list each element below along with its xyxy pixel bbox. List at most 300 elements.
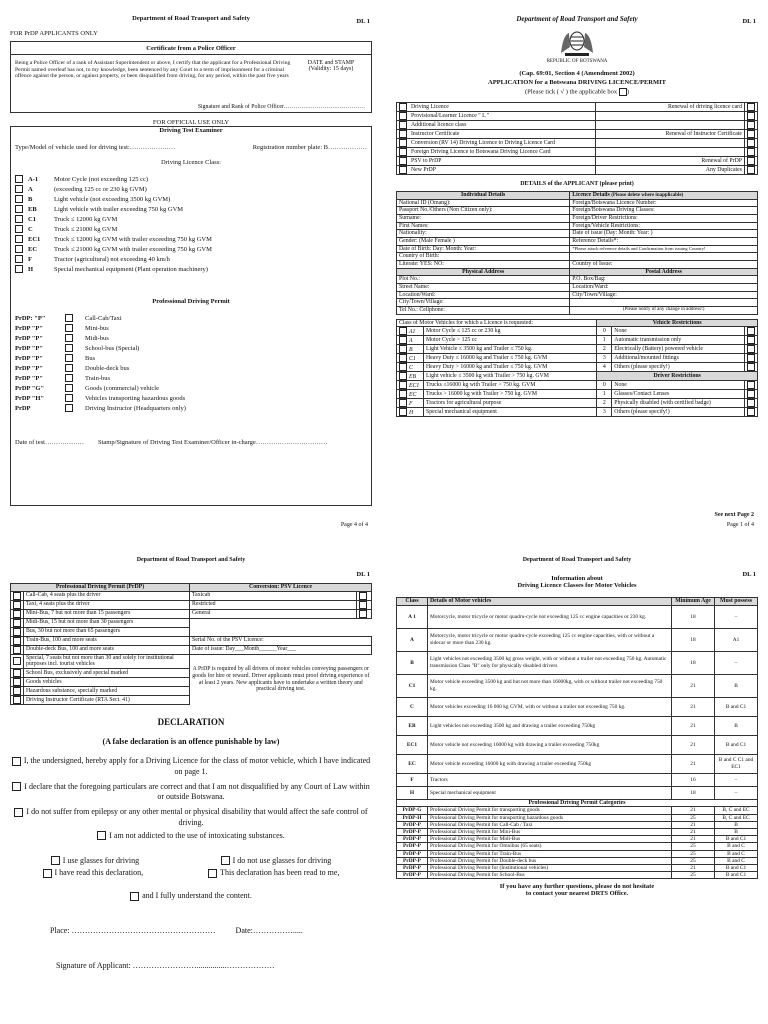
vehicle-class-code[interactable]: C1 xyxy=(397,354,424,363)
physical-address-field[interactable]: Street Name: xyxy=(397,283,570,291)
checkbox-icon[interactable] xyxy=(399,408,407,416)
checkbox-icon[interactable] xyxy=(747,157,755,165)
checkbox-icon[interactable] xyxy=(399,327,407,335)
pdp-requirement-note: A PrDP is required by all drivers of motor vehicles conveying passengers or goods for hire or reward. Driver applicants must proof driving experience of at least 2 years. New applicants have to undertake a written theory and practical driving test. xyxy=(192,666,370,693)
checkbox-icon[interactable] xyxy=(399,372,407,380)
checkbox-icon[interactable] xyxy=(747,148,755,156)
checkbox-icon[interactable] xyxy=(747,166,755,174)
checkbox-icon[interactable] xyxy=(65,314,73,322)
checkbox-icon[interactable] xyxy=(399,121,407,129)
checkbox-icon[interactable] xyxy=(65,394,73,402)
checkbox-icon[interactable] xyxy=(747,399,755,407)
pdp-option[interactable] xyxy=(15,383,367,393)
checkbox-icon[interactable] xyxy=(399,139,407,147)
pdp-option[interactable] xyxy=(15,363,367,373)
must-possess-cell: B xyxy=(715,828,758,835)
must-possess-cell: B and C1 xyxy=(715,735,758,754)
checkbox-icon[interactable] xyxy=(747,354,755,362)
vehicle-class-row xyxy=(397,354,758,363)
restriction-check[interactable] xyxy=(745,336,758,345)
date-of-test-field[interactable]: Date of test……………… xyxy=(15,439,84,446)
pdp-check[interactable] xyxy=(11,677,24,686)
checkbox-icon[interactable] xyxy=(13,646,21,654)
pdp-list xyxy=(15,313,367,413)
next-page-note: See next Page 2 xyxy=(714,512,754,518)
pdp-row xyxy=(11,627,372,636)
pdp-check[interactable] xyxy=(11,600,24,609)
details-cell: Professional Driving Permit for Double-deck bus xyxy=(428,857,672,864)
class-cell: A 1 xyxy=(397,605,428,628)
licence-class-option[interactable] xyxy=(15,234,367,244)
application-type-check[interactable] xyxy=(745,103,758,112)
pdp-check[interactable] xyxy=(11,636,24,645)
application-type-row xyxy=(397,130,758,139)
checkbox-icon[interactable] xyxy=(15,265,23,273)
application-type-label: Renewal of Instructor Certificate xyxy=(665,130,742,137)
vehicle-restriction-text: Automatic transmission only xyxy=(612,336,745,345)
checkbox-icon[interactable] xyxy=(13,628,21,636)
read-to-me-option[interactable]: This declaration has been read to me, xyxy=(208,868,339,879)
min-age-cell: 25 xyxy=(672,850,715,857)
examiner-heading: Driving Test Examiner xyxy=(159,127,223,134)
date-stamp-label: DATE and STAMP xyxy=(307,60,355,66)
checkbox-icon[interactable] xyxy=(747,390,755,398)
checkbox-icon[interactable] xyxy=(399,363,407,371)
application-type-label: Conversion (RV 14) Driving Licence to Driving Licence Card xyxy=(411,140,555,147)
driver-restriction-text: Others (please specify!) xyxy=(612,408,745,417)
class-cell: PrDP-G xyxy=(397,807,428,814)
checkbox-icon[interactable] xyxy=(747,112,755,120)
checkbox-icon[interactable] xyxy=(15,195,23,203)
individual-detail-field[interactable]: Passport No./Others (Non Citizen only): xyxy=(397,207,570,215)
application-type-check[interactable] xyxy=(745,112,758,121)
checkbox-icon[interactable] xyxy=(399,336,407,344)
postal-address-field[interactable] xyxy=(570,299,758,307)
details-cell: Motor vehicle exceeding 16000 kg with drawing a trailer exceeding 750kg xyxy=(428,754,672,773)
class-cell: EC xyxy=(397,754,428,773)
must-possess-cell: B and C1 xyxy=(715,872,758,879)
application-type-right[interactable] xyxy=(595,139,744,148)
physical-address-header: Physical Address xyxy=(397,268,570,276)
application-type-left[interactable] xyxy=(397,157,596,166)
details-cell: Professional Driving Permit for Mini-Bus xyxy=(428,828,672,835)
details-cell: Professional Driving Permit for Train-Bus xyxy=(428,850,672,857)
pdp-option[interactable] xyxy=(15,343,367,353)
checkbox-icon[interactable] xyxy=(13,610,21,618)
licence-detail-field[interactable]: Country of Issue: xyxy=(570,261,758,269)
conversion-check[interactable] xyxy=(357,609,372,618)
vehicle-class-code[interactable]: C xyxy=(397,363,424,372)
application-type-label: Renewal of PrDP xyxy=(701,157,742,164)
applicant-signature-field[interactable]: Signature of Applicant: ……………………...............……………… xyxy=(56,960,275,970)
pdp-check[interactable] xyxy=(11,668,24,677)
details-cell: Motorcycle, motor tricycle or motor quadru-cycle not exceeding 125 cc engine capacities or 230 kg. xyxy=(428,605,672,628)
application-type-right[interactable] xyxy=(595,148,744,157)
pdp-code: PrDP "G" xyxy=(15,384,45,392)
applicant-details-table xyxy=(396,191,758,315)
must-possess-cell: B, C and EC xyxy=(715,814,758,821)
checkbox-icon[interactable] xyxy=(399,354,407,362)
licence-detail-field[interactable]: Foreign/Driver Restrictions: xyxy=(570,215,758,223)
application-type-check[interactable] xyxy=(745,130,758,139)
application-type-left[interactable] xyxy=(397,148,596,157)
checkbox-icon[interactable] xyxy=(747,345,755,353)
checkbox-icon[interactable] xyxy=(13,637,21,645)
class-code: C xyxy=(28,225,33,233)
conversion-header: Conversion: PSV Licence xyxy=(190,584,372,592)
vehicle-class-row xyxy=(397,363,758,372)
application-type-left[interactable] xyxy=(397,121,596,130)
pdp-option[interactable] xyxy=(15,393,367,403)
checkbox-icon[interactable] xyxy=(399,166,407,174)
application-title: APPLICATION for a Botswana DRIVING LICENCE/PERMIT xyxy=(488,79,666,86)
page-4-panel xyxy=(10,10,372,530)
must-possess-cell: – xyxy=(715,605,758,628)
details-cell: Professional Driving Permit for Omnibus (65 seats) xyxy=(428,843,672,850)
min-age-cell: 18 xyxy=(672,786,715,799)
checkbox-icon[interactable] xyxy=(65,354,73,362)
pdp-header: Professional Driving Permit (PrDP) xyxy=(11,584,190,592)
physical-address-field[interactable]: Tel No.: Cellphone: xyxy=(397,306,570,314)
pdp-check[interactable] xyxy=(11,695,24,704)
licence-class-option[interactable] xyxy=(15,184,367,194)
checkbox-icon[interactable] xyxy=(13,678,21,686)
vehicle-restriction-text: Electrically (Battery) powered vehicle xyxy=(612,345,745,354)
licence-class-option[interactable] xyxy=(15,204,367,214)
table-row xyxy=(397,605,758,628)
pdp-description: Mini-Bus, 7 but not more than 15 passengers xyxy=(24,609,190,618)
form-code: DL 1 xyxy=(356,571,370,578)
application-type-left[interactable] xyxy=(397,139,596,148)
licence-detail-field[interactable] xyxy=(570,253,758,261)
checkbox-icon[interactable] xyxy=(65,374,73,382)
application-type-check[interactable] xyxy=(745,148,758,157)
understand-option[interactable]: and I fully understand the content. xyxy=(10,891,372,902)
individual-detail-field[interactable]: Gender: (Male Female ) xyxy=(397,238,570,246)
application-type-left[interactable] xyxy=(397,112,596,121)
checkbox-icon[interactable] xyxy=(15,205,23,213)
restriction-check[interactable] xyxy=(745,327,758,336)
pdp-conversion-table xyxy=(10,583,372,705)
pdp-check[interactable] xyxy=(11,609,24,618)
glasses-no-option[interactable]: I do not use glasses for driving xyxy=(221,856,332,867)
application-type-right[interactable] xyxy=(595,157,744,166)
pdp-check[interactable] xyxy=(11,654,24,668)
pdp-check[interactable] xyxy=(11,686,24,695)
class-cell: A xyxy=(397,628,428,651)
class-description: Truck ≤ 12000 kg GVM xyxy=(54,215,118,223)
pdp-code: PrDP "P" xyxy=(15,354,43,362)
pdp-check[interactable] xyxy=(11,645,24,654)
restriction-check[interactable] xyxy=(745,381,758,390)
application-type-row xyxy=(397,112,758,121)
checkbox-icon[interactable] xyxy=(399,148,407,156)
cap-reference: (Cap. 69:01, Section 4 (Amendment 2002) xyxy=(519,70,635,77)
date-field[interactable]: Date:……………..... xyxy=(235,925,303,935)
checkbox-icon[interactable] xyxy=(13,696,21,704)
must-possess-cell: B and C1 xyxy=(715,697,758,716)
application-type-check[interactable] xyxy=(745,139,758,148)
pdp-description: Double-deck bus xyxy=(85,364,130,372)
details-cell: Motorcycle, motor tricycle or motor quadru-cycle exceeding 125 cc engine capacities, with or without a sidecar or more than 230 kg. xyxy=(428,628,672,651)
vehicle-class-description: Motor Cycle ≤ 125 cc or 230 kg xyxy=(424,327,597,336)
checkbox-icon[interactable] xyxy=(747,121,755,129)
checkbox-icon[interactable] xyxy=(15,235,23,243)
postal-address-field[interactable]: Location/Ward: xyxy=(570,283,758,291)
pdp-description: Driving Instructor (Headquarters only) xyxy=(85,404,186,412)
checkbox-icon[interactable] xyxy=(15,175,23,183)
checkbox-icon[interactable] xyxy=(65,364,73,372)
column-header: Details of Motor vehicles xyxy=(428,598,672,606)
vehicle-class-code[interactable]: A xyxy=(397,336,424,345)
table-row xyxy=(397,814,758,821)
class-description: (exceeding 125 cc or 230 kg GVM) xyxy=(54,185,147,193)
postal-address-field[interactable]: (Please notify of any change in address!) xyxy=(570,306,758,314)
restriction-check[interactable] xyxy=(745,399,758,408)
footer-contact: to contact your nearest DRTS Office. xyxy=(525,890,629,898)
info-label: Information about xyxy=(551,575,603,582)
psv-issue-date-field[interactable]: Date of issue: Day___Month______Year___ xyxy=(190,645,372,654)
application-type-row xyxy=(397,166,758,175)
application-type-check[interactable] xyxy=(745,121,758,130)
application-type-row xyxy=(397,148,758,157)
postal-address-field[interactable]: City/Town/Village: xyxy=(570,291,758,299)
application-type-check[interactable] xyxy=(745,166,758,175)
application-type-row xyxy=(397,157,758,166)
table-row xyxy=(397,773,758,786)
licence-detail-field[interactable]: Reference Details*: xyxy=(570,238,758,246)
checkbox-icon[interactable] xyxy=(13,601,21,609)
checkbox-icon[interactable] xyxy=(399,390,407,398)
table-row xyxy=(397,628,758,651)
checkbox-icon[interactable] xyxy=(15,215,23,223)
individual-detail-field[interactable]: National ID (Omang): xyxy=(397,199,570,207)
postal-address-field[interactable]: P.O. Box/Bag: xyxy=(570,276,758,284)
read-self-option[interactable]: I have read this declaration, xyxy=(43,868,144,879)
place-field[interactable]: Place: ……………………………………………… xyxy=(50,925,216,935)
pdp-description: Bus xyxy=(85,354,96,362)
checkbox-icon[interactable] xyxy=(399,345,407,353)
checkbox-icon[interactable] xyxy=(15,245,23,253)
pdp-description: Bus, 30 but not more than 65 passengers xyxy=(24,627,190,636)
restriction-check[interactable] xyxy=(745,408,758,417)
vehicle-class-description: Motor Cycle > 125 cc xyxy=(424,336,597,345)
checkbox-icon[interactable] xyxy=(13,592,21,600)
licence-detail-field[interactable]: Date of issue (Day: Month: Year: ) xyxy=(570,230,758,238)
checkbox-icon[interactable] xyxy=(15,255,23,263)
vehicle-class-table xyxy=(396,319,758,418)
pdp-check[interactable] xyxy=(11,618,24,627)
checkbox-icon[interactable] xyxy=(399,130,407,138)
restriction-check[interactable] xyxy=(745,345,758,354)
checkbox-icon[interactable] xyxy=(399,103,407,111)
details-cell: Professional Driving Permit for School-Bus xyxy=(428,872,672,879)
pdp-option[interactable] xyxy=(15,333,367,343)
checkbox-icon[interactable] xyxy=(747,130,755,138)
application-type-left[interactable] xyxy=(397,130,596,139)
licence-class-option[interactable] xyxy=(15,224,367,234)
pdp-option[interactable] xyxy=(15,373,367,383)
glasses-yes-option[interactable]: I use glasses for driving xyxy=(51,856,139,867)
checkbox-icon[interactable] xyxy=(13,669,21,677)
checkbox-icon[interactable] xyxy=(65,384,73,392)
licence-classes-table xyxy=(396,597,758,879)
licence-detail-field[interactable]: Foreign/Botswana Licence Number: xyxy=(570,199,758,207)
checkbox-icon[interactable] xyxy=(399,399,407,407)
physical-address-field[interactable]: Plot No.: xyxy=(397,276,570,284)
pdp-option[interactable] xyxy=(15,323,367,333)
vehicle-model-field[interactable]: Type/Model of vehicle used for driving test:………………… xyxy=(15,144,176,151)
vehicle-class-row xyxy=(397,408,758,417)
checkbox-icon[interactable] xyxy=(747,103,755,111)
class-code: EB xyxy=(28,205,37,213)
individual-detail-field[interactable]: Country of Birth: xyxy=(397,253,570,261)
checkbox-icon[interactable] xyxy=(747,327,755,335)
class-description: Light vehicle (not exceeding 3500 kg GVM) xyxy=(54,195,171,203)
licence-class-option[interactable] xyxy=(15,174,367,184)
restriction-check[interactable] xyxy=(745,354,758,363)
physical-address-field[interactable]: City/Town/Village: xyxy=(397,299,570,307)
individual-detail-field[interactable]: First Names: xyxy=(397,222,570,230)
individual-detail-field[interactable]: Literate: YES: NO: xyxy=(397,261,570,269)
pdp-check[interactable] xyxy=(11,591,24,600)
vehicle-class-code[interactable]: A1 xyxy=(397,327,424,336)
postal-address-header: Postal Address xyxy=(570,268,758,276)
vehicle-class-code[interactable]: B xyxy=(397,345,424,354)
vehicle-class-description: Light Vehicle ≤ 3500 kg and Trailer ≤ 750 kg. xyxy=(424,345,597,354)
class-code: B xyxy=(28,195,33,203)
min-age-cell: 21 xyxy=(672,697,715,716)
application-type-right[interactable] xyxy=(595,112,744,121)
restriction-check[interactable] xyxy=(745,390,758,399)
application-type-row xyxy=(397,103,758,112)
declaration-item-correct[interactable]: I declare that the foregoing particulars are correct and that I am not disqualified by any Court of Law within or outside Botswana. xyxy=(10,782,372,804)
checkbox-icon[interactable] xyxy=(65,334,73,342)
detail-row xyxy=(397,245,758,253)
licence-class-option[interactable] xyxy=(15,214,367,224)
conversion-check[interactable] xyxy=(357,591,372,600)
police-certificate-box xyxy=(10,41,372,113)
declaration-item-substances[interactable]: I am not addicted to the use of intoxicating substances. xyxy=(10,831,372,842)
class-description: Tractor (agricultural) not exceeding 40 km/h xyxy=(54,255,170,263)
checkbox-icon[interactable] xyxy=(399,157,407,165)
pdp-code: PrDP: "P" xyxy=(15,314,46,322)
restriction-check[interactable] xyxy=(745,363,758,372)
application-type-right[interactable] xyxy=(595,121,744,130)
pdp-description: Special, 7 seats but not more than 30 and solely for institutional purposes incl. tourist vehicles xyxy=(24,654,190,668)
checkbox-icon[interactable] xyxy=(359,601,367,609)
licence-detail-field[interactable]: Foreign/Botswana Driving Classes: xyxy=(570,207,758,215)
vehicle-class-code[interactable]: EC1 xyxy=(397,381,424,390)
vehicle-class-code[interactable]: H xyxy=(397,408,424,417)
individual-detail-field[interactable]: Surname: xyxy=(397,215,570,223)
vehicle-class-description: Tractors for agricultural purpose xyxy=(424,399,597,408)
details-cell: Motor vehicle not exceeding 16000 kg with drawing a trailer exceeding 750kg xyxy=(428,735,672,754)
details-cell: Professional Driving Permit for transporting goods xyxy=(428,807,672,814)
checkbox-icon[interactable] xyxy=(747,363,755,371)
individual-detail-field[interactable]: Date of Birth: Day: Month: Year: xyxy=(397,245,570,253)
application-type-right[interactable] xyxy=(595,103,744,112)
licence-class-option[interactable] xyxy=(15,244,367,254)
must-possess-cell: B and C xyxy=(715,857,758,864)
checkbox-icon[interactable] xyxy=(13,619,21,627)
pdp-option[interactable] xyxy=(15,353,367,363)
application-type-label: Driving Licence xyxy=(411,104,449,111)
restriction-number: 2 xyxy=(597,399,612,408)
class-code: A-1 xyxy=(28,175,39,183)
min-age-cell: 21 xyxy=(672,836,715,843)
checkbox-icon[interactable] xyxy=(399,112,407,120)
page-2-panel xyxy=(396,553,758,1018)
checkbox-icon[interactable] xyxy=(399,381,407,389)
licence-class-option[interactable] xyxy=(15,194,367,204)
checkbox-icon[interactable] xyxy=(13,657,21,665)
checkbox-icon[interactable] xyxy=(65,344,73,352)
must-possess-cell: B and C xyxy=(715,850,758,857)
licence-class-option[interactable] xyxy=(15,264,367,274)
checkbox-icon[interactable] xyxy=(65,404,73,412)
checkbox-icon[interactable] xyxy=(15,225,23,233)
application-type-table xyxy=(396,102,758,175)
application-type-right[interactable] xyxy=(595,166,744,175)
checkbox-icon xyxy=(130,892,139,901)
checkbox-icon[interactable] xyxy=(747,408,755,416)
pdp-check[interactable] xyxy=(11,627,24,636)
checkbox-icon[interactable] xyxy=(15,185,23,193)
vehicle-restriction-text: None xyxy=(612,327,745,336)
table-row xyxy=(397,850,758,857)
vehicle-class-code[interactable]: F xyxy=(397,399,424,408)
declaration-item-apply[interactable]: I, the undersigned, hereby apply for a Driving Licence for the class of motor vehicle, which I have indicated on page 1. xyxy=(10,756,372,778)
licence-class-option[interactable] xyxy=(15,254,367,264)
checkbox-icon[interactable] xyxy=(13,687,21,695)
licence-details-header: Licence Details (Please delete where inapplicable) xyxy=(570,192,758,200)
licence-detail-field[interactable]: Foreign/Vehicle Restrictions: xyxy=(570,222,758,230)
licence-detail-field[interactable]: *Please attach reference details and Confirmation from issuing Country! xyxy=(570,245,758,253)
checkbox-icon[interactable] xyxy=(747,336,755,344)
examiner-signature-field[interactable]: Stamp/Signature of Driving Test Examiner/Officer in-charge…………………………… xyxy=(97,439,328,446)
conversion-check[interactable] xyxy=(357,600,372,609)
details-cell: Special mechanical equipment xyxy=(428,786,672,799)
checkbox-icon[interactable] xyxy=(747,139,755,147)
checkbox-icon[interactable] xyxy=(65,324,73,332)
psv-serial-field[interactable]: Serial No. of the PSV Licence: xyxy=(190,636,372,645)
pdp-row xyxy=(11,636,372,645)
physical-address-field[interactable]: Location/Ward: xyxy=(397,291,570,299)
driver-restrictions-header: Driver Restrictions xyxy=(597,372,758,381)
pdp-option[interactable] xyxy=(15,313,367,323)
checkbox-icon[interactable] xyxy=(359,610,367,618)
application-type-right[interactable] xyxy=(595,130,744,139)
individual-detail-field[interactable]: Nationality: xyxy=(397,230,570,238)
vehicle-class-code[interactable]: EB xyxy=(397,372,424,381)
police-signature-line[interactable]: Signature and Rank of Police Officer…………………………………… xyxy=(197,104,365,110)
department-header: Department of Road Transport and Safety xyxy=(136,557,246,563)
pdp-code: PrDP "P" xyxy=(15,364,43,372)
pdp-option[interactable] xyxy=(15,403,367,413)
must-possess-cell: B xyxy=(715,821,758,828)
checkbox-icon[interactable] xyxy=(359,592,367,600)
application-type-left[interactable] xyxy=(397,166,596,175)
declaration-item-epilepsy[interactable]: I do not suffer from epilepsy or any other mental or physical disability that would affect the safe control of driving. xyxy=(10,807,372,829)
checkbox-icon[interactable] xyxy=(747,381,755,389)
registration-plate-field[interactable]: Registration number plate: B……………… xyxy=(252,144,367,151)
application-type-check[interactable] xyxy=(745,157,758,166)
min-age-cell: 25 xyxy=(672,843,715,850)
vehicle-class-code[interactable]: EC xyxy=(397,390,424,399)
application-type-left[interactable] xyxy=(397,103,596,112)
application-type-label: Any Duplicates xyxy=(705,166,742,173)
